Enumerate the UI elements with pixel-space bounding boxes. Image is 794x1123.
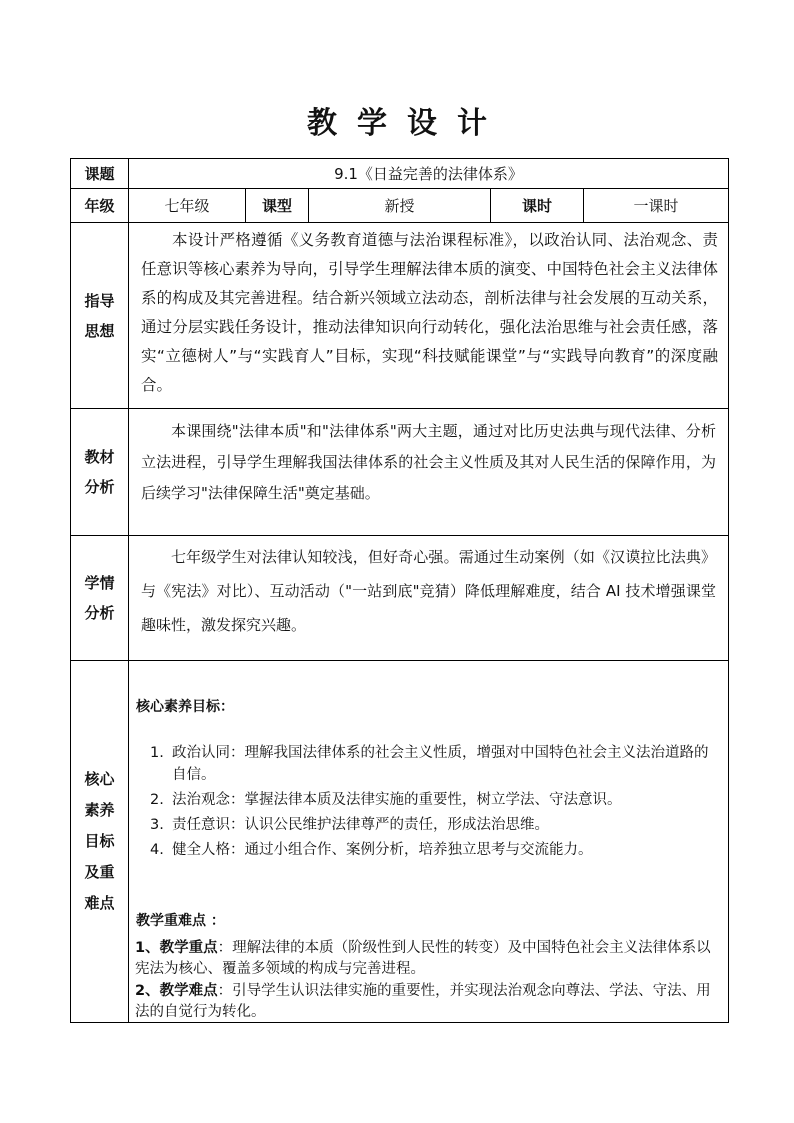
textbook-label-line2: 分析 (84, 478, 115, 496)
type-label: 课型 (261, 197, 292, 215)
core-goal-item (140, 742, 720, 786)
core-goal-number: 1. (150, 745, 164, 761)
goals-label-line4: 及重 (84, 863, 115, 881)
goals-label-line1: 核心 (84, 770, 115, 788)
learners-text: 七年级学生对法律认知较浅，但好奇心强。需通过生动案例（如《汉谟拉比法典》与《宪法》对比）、互动活动（"一站到底"竞猜）降低理解难度，结合 AI 技术增强课堂趣味性，激发探究兴趣。 (141, 548, 716, 634)
goals-label-line5: 难点 (84, 894, 115, 912)
key-point-text: ：理解法律的本质（阶级性到人民性的转变）及中国特色社会主义法律体系以宪法为核心、覆盖多领域的构成与完善进程。 (135, 940, 711, 977)
difficult-point-label: 2、教学难点 (135, 983, 218, 999)
core-goal-text: 健全人格：通过小组合作、案例分析，培养独立思考与交流能力。 (172, 842, 593, 858)
core-goals-heading: 核心素养目标： (136, 699, 234, 715)
topic-value: 9.1《日益完善的法律体系》 (334, 165, 523, 183)
guiding-text: 本设计严格遵循《义务教育道德与法治课程标准》，以政治认同、法治观念、责任意识等核心素养为导向，引导学生理解法律本质的演变、中国特色社会主义法律体系的构成及其完善进程。结合新兴领域立法动态，剖析法律与社会发展的互动关系，通过分层实践任务设计，推动法律知识向行动转化，强化法治思维与社会责任感，落实“立德树人”与“实践育人”目标，实现“科技赋能课堂”与“实践导向教育”的深度融合。 (141, 231, 718, 394)
guiding-label-line1: 指导 (84, 291, 115, 310)
core-goal-text: 责任意识：认识公民维护法律尊严的责任，形成法治思维。 (172, 817, 549, 833)
textbook-text: 本课围绕"法律本质"和"法律体系"两大主题，通过对比历史法典与现代法律、分析立法进程，引导学生理解我国法律体系的社会主义性质及其对人民生活的保障作用，为后续学习"法律保障生活"奠定基础。 (141, 422, 716, 502)
grade-label: 年级 (84, 197, 115, 215)
topic-label: 课题 (84, 165, 115, 183)
grade-value: 七年级 (164, 197, 210, 215)
core-goal-item (140, 839, 720, 861)
learners-label-line1: 学情 (84, 574, 115, 592)
difficult-point-block (135, 981, 721, 1023)
goals-label-line3: 目标 (84, 832, 115, 850)
hours-value: 一课时 (633, 197, 679, 215)
key-point-block (135, 938, 721, 980)
goals-label (71, 661, 128, 1022)
hours-label: 课时 (521, 197, 552, 215)
learners-label (71, 536, 128, 660)
guiding-label-line2: 思想 (84, 321, 115, 340)
key-points-heading: 教学重难点 ： (136, 913, 225, 929)
textbook-label-line1: 教材 (84, 448, 115, 466)
core-goal-text: 法治观念：掌握法律本质及法律实施的重要性，树立学法、守法意识。 (172, 792, 622, 808)
core-goal-number: 3. (150, 817, 164, 833)
core-goal-number: 2. (150, 792, 164, 808)
core-goals-list (140, 742, 720, 864)
learners-label-line2: 分析 (84, 604, 115, 622)
core-goal-item (140, 789, 720, 811)
type-value: 新授 (384, 197, 415, 215)
goals-label-line2: 素养 (84, 801, 115, 819)
textbook-label (71, 409, 128, 535)
key-point-label: 1、教学重点 (135, 940, 218, 956)
difficult-point-text: ：引导学生认识法律实施的重要性，并实现法治观念向尊法、学法、守法、用法的自觉行为转化。 (135, 983, 711, 1020)
core-goal-text: 政治认同：理解我国法律体系的社会主义性质，增强对中国特色社会主义法治道路的自信。 (172, 745, 709, 783)
guiding-label (71, 223, 128, 408)
core-goal-item (140, 814, 720, 836)
core-goal-number: 4. (150, 842, 164, 858)
document-title: 教学设计 (307, 106, 507, 141)
